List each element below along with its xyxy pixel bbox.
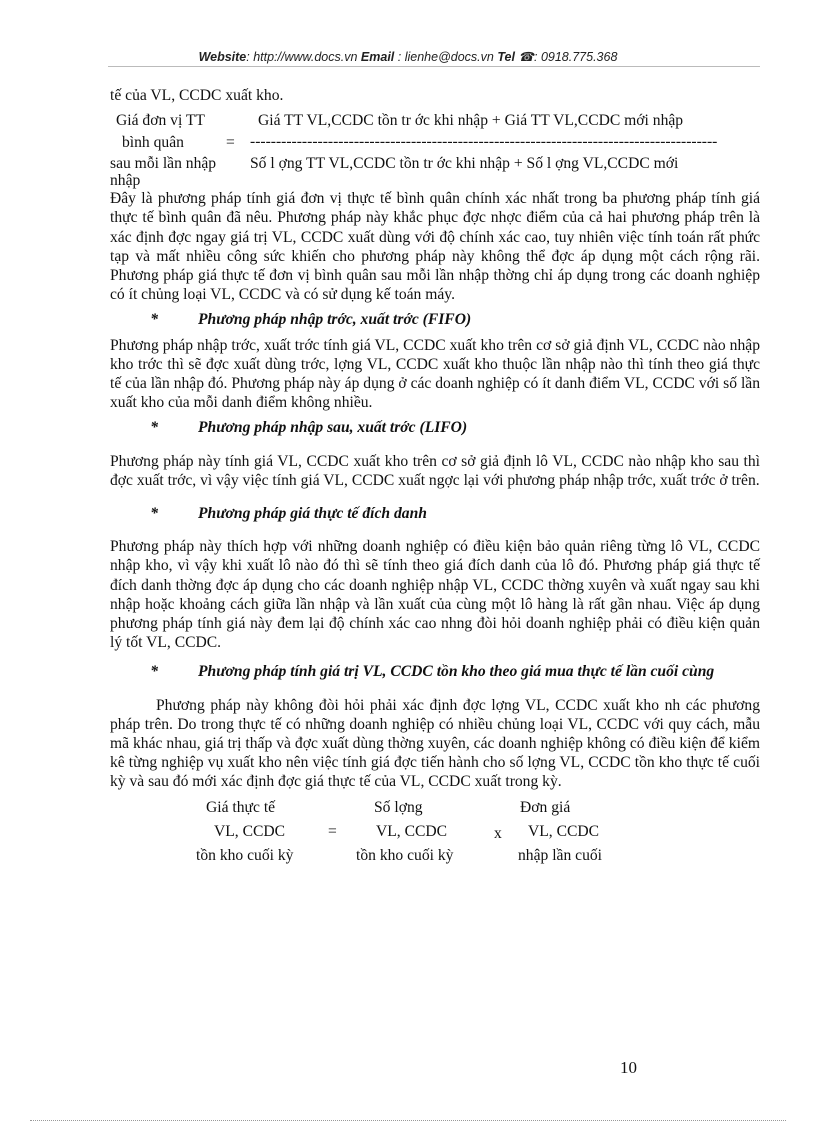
heading-last-price-text: Phương pháp tính giá trị VL, CCDC tồn kho theo giá mua thực tế lần cuối cùng <box>198 663 715 681</box>
formula-left-top: Giá đơn vị TT <box>116 112 205 130</box>
paragraph-fifo: Phương pháp nhập trớc, xuất trớc tính giá VL, CCDC xuất kho trên cơ sở giả định VL, CCDC nào nhập kho trớc thì sẽ đợc xuất dùng trớc, lợng VL, CCDC xuất kho thuộc lần nhập nào thì tính theo giá thực tế của lần nhập đó. Phương pháp này áp dụng ở các doanh nghiệp có ít danh điểm VL, CCDC với số lần xuất kho của mỗi danh điểm không nhiều. <box>110 336 760 412</box>
heading-lifo-text: Phương pháp nhập sau, xuất trớc (LIFO) <box>198 419 468 437</box>
formula-left-mid: bình quân <box>122 134 184 152</box>
f2-col2-row1: Số lợng <box>374 798 423 816</box>
formula-equals: = <box>226 134 235 152</box>
heading-lifo <box>110 418 760 437</box>
f2-times: x <box>494 824 502 842</box>
f2-col1-row2: VL, CCDC <box>214 822 286 840</box>
paragraph-specific: Phương pháp này thích hợp với những doanh nghiệp có điều kiện bảo quản riêng từng lô VL, CCDC nhập kho, vì vậy khi xuất lô nào đó thì sẽ tính theo giá đích danh của lô đó. Phương pháp giá thực tế đích danh thờng đợc áp dụng cho các doanh nghiệp nhập VL, CCDC thờng xuyên và xuất ngay sau khi nhập hoặc khoảng cách giữa lần nhập và lần xuất của cùng một lô hàng là rất gần nhau. Việc áp dụng phương pháp tính giá này đem lại độ chính xác cao nhng đòi hỏi doanh nghiệp phải có điều kiện quản lý tốt VL, CCDC. <box>110 538 760 652</box>
formula-denominator-cont: nhập <box>110 172 141 190</box>
bullet-star: * <box>150 663 158 681</box>
intro-line: tế của VL, CCDC xuất kho. <box>110 87 284 104</box>
tel-value: : 0918.775.368 <box>534 50 618 64</box>
heading-specific-text: Phương pháp giá thực tế đích danh <box>198 505 427 523</box>
formula-denominator: Số l ợng TT VL,CCDC tồn tr ớc khi nhập + Số l ợng VL,CCDC mới <box>250 155 679 173</box>
bullet-star: * <box>150 419 158 437</box>
phone-icon: ☎ <box>518 50 534 64</box>
bullet-star: * <box>150 311 158 329</box>
f2-equals: = <box>328 822 337 840</box>
formula-numerator: Giá TT VL,CCDC tồn tr ớc khi nhập + Giá TT VL,CCDC mới nhập <box>258 112 684 130</box>
heading-fifo-text: Phương pháp nhập trớc, xuất trớc (FIFO) <box>198 311 472 329</box>
bullet-star: * <box>150 505 158 523</box>
heading-fifo <box>110 310 760 329</box>
email-label: Email <box>360 50 395 64</box>
header-divider <box>108 66 760 67</box>
f2-col3-row2: VL, CCDC <box>528 822 600 840</box>
f2-col3-row3: nhập lần cuối <box>518 846 603 864</box>
paragraph-average: Đây là phương pháp tính giá đơn vị thực tế bình quân chính xác nhất trong ba phương pháp tính giá thực tế bình quân đã nêu. Phương pháp này khắc phục đợc nhợc điểm của cả hai phương pháp trên là xác định đợc ngay giá trị VL, CCDC xuất dùng với độ chính xác cao, tuy nhiên việc tính toán rất phức tạp và mất nhiều công sức khiến cho phương pháp này không thể đợc áp dụng một cách rộng rãi. Phương pháp giá thực tế đơn vị bình quân sau mỗi lần nhập thờng chỉ áp dụng trong các doanh nghiệp có ít chủng loại VL, CCDC và có sử dụng kế toán máy. <box>110 190 760 304</box>
page-header <box>0 49 816 64</box>
heading-specific <box>110 504 760 523</box>
paragraph-lifo: Phương pháp này tính giá VL, CCDC xuất kho trên cơ sở giả định lô VL, CCDC nào nhập kho sau thì đợc xuất trớc, vì vậy việc tính giá VL, CCDC xuất ngợc lại với phương pháp nhập trớc, xuất trớc ở trên. <box>110 452 760 489</box>
f2-col3-row1: Đơn giá <box>520 798 571 816</box>
heading-last-price <box>110 662 760 681</box>
website-url[interactable]: : http://www.docs.vn <box>246 50 358 64</box>
formula-fraction-line: ------------------------------------------------------------------------------------------ <box>250 133 718 151</box>
footer-divider <box>30 1120 786 1121</box>
page-number: 10 <box>620 1058 637 1077</box>
email-value[interactable]: : lienhe@docs.vn <box>397 50 494 64</box>
tel-label: Tel <box>497 50 515 64</box>
paragraph-last-price: Phương pháp này không đòi hỏi phải xác định đợc lợng VL, CCDC xuất kho nh các phương pháp trên. Do trong thực tế có những doanh nghiệp có nhiều chủng loại VL, CCDC với quy cách, mẫu mã khác nhau, giá trị thấp và đợc xuất dùng thờng xuyên, các doanh nghiệp không có điều kiện để kiểm kê từng nghiệp vụ xuất kho nên việc tính giá đợc tiến hành cho số lợng VL, CCDC tồn kho thực tế cuối kỳ và sau đó mới xác định đợc giá thực tế của VL, CCDC xuất trong kỳ. <box>110 696 760 791</box>
f2-col1-row1: Giá thực tế <box>206 798 276 816</box>
average-price-formula <box>110 111 760 189</box>
f2-col2-row3: tồn kho cuối kỳ <box>356 846 454 864</box>
f2-col2-row2: VL, CCDC <box>376 822 448 840</box>
main-content <box>110 86 760 882</box>
f2-col1-row3: tồn kho cuối kỳ <box>196 846 294 864</box>
website-label: Website <box>198 50 247 64</box>
formula-left-bottom: sau mỗi lần nhập <box>110 155 217 173</box>
inventory-value-formula <box>110 798 760 882</box>
